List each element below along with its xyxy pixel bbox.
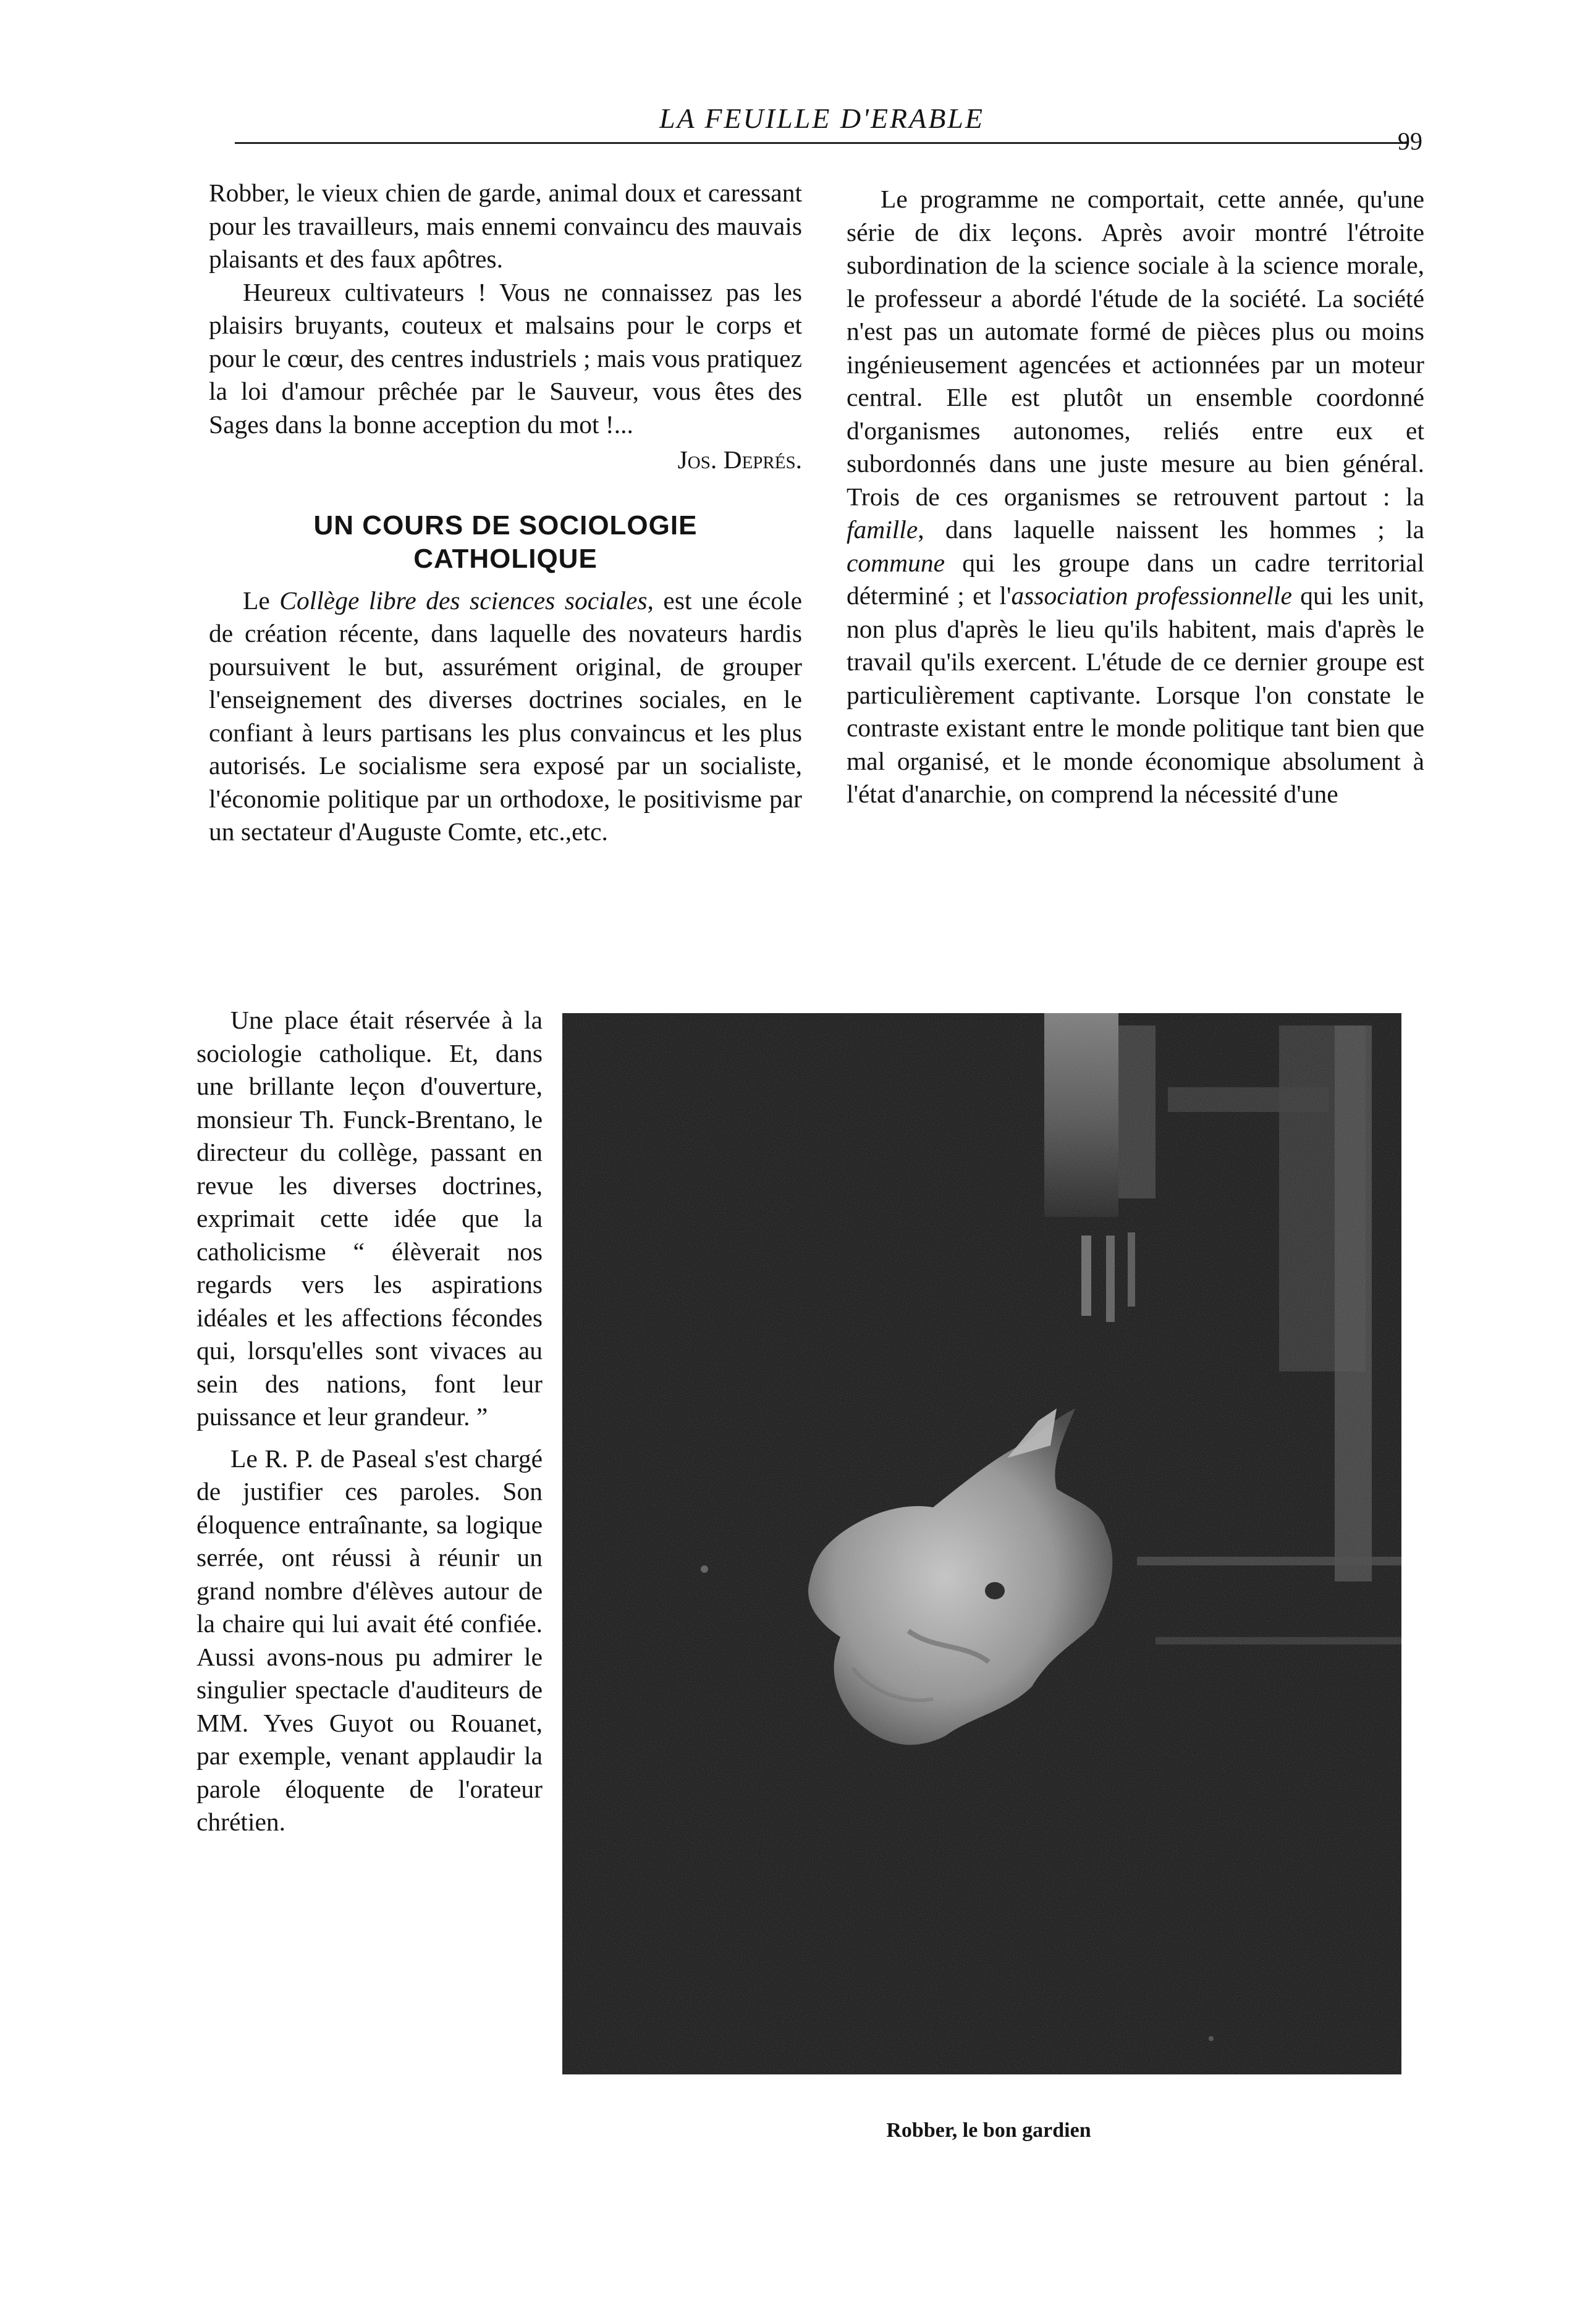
paragraph: Le R. P. de Paseal s'est chargé de justifier ces paroles. Son éloquence entraînante, sa logique serrée, ont réussi à réunir un grand nombre d'élèves autour de la chaire qui lui avait été confiée. Aussi avons-nous pu admirer le singulier spectacle d'auditeurs de MM. Yves Guyot ou Rouanet, par exemple, venant applaudir la parole éloquente de l'orateur chrétien. xyxy=(196,1444,543,1836)
text-segment: , dans laquelle naissent les hommes ; la xyxy=(918,515,1424,544)
term-association: association professionnelle xyxy=(1011,581,1292,610)
header-rule xyxy=(235,142,1409,144)
author-signature: Jos. Deprés. xyxy=(677,445,802,474)
text-segment: qui les groupe dans un cadre territorial déterminé ; et l' xyxy=(847,548,1424,610)
photo-caption: Robber, le bon gardien xyxy=(886,2119,1091,2142)
paragraph: Robber, le vieux chien de garde, animal doux et caressant pour les travailleurs, mais ennemi convaincu des mauvais plaisants et des faux apôtres. xyxy=(209,179,802,273)
college-name: Collège libre des sciences sociales xyxy=(279,586,648,615)
article-title xyxy=(209,509,802,576)
dog-photograph xyxy=(562,1013,1401,2074)
text-segment: Le programme ne comportait, cette année, qu'une série de dix leçons. Après avoir montré l'étroite subordination de la science sociale à la science morale, le professeur a abordé l'étude de la société. La société n'est pas un automate formé de pièces plus ou moins ingénieusement agencées et actionnées par un moteur central. Elle est plutôt un ensemble coordonné d'organismes autonomes, reliés entre eux et subordonnés dans une juste mesure au bien général. Trois de ces organismes se retrouvent partout : la xyxy=(847,185,1424,511)
left-narrow-column xyxy=(196,1004,543,1839)
text-segment: qui les unit, non plus d'après le lieu qu'ils habitent, mais d'après le travail qu'ils exercent. L'étude de ce dernier groupe est particulièrement captivante. Lorsque l'on constate le contraste existant entre le monde politique tant bien que mal organisé, et le monde économique absolument à l'état d'anarchie, on comprend la nécessité d'une xyxy=(847,581,1424,808)
paragraph: Une place était réservée à la sociologie catholique. Et, dans une brillante leçon d'ouverture, monsieur Th. Funck-Brentano, le directeur du collège, passant en revue les diverses doctrines, exprimait cette idée que la catholicisme “ élèverait nos regards vers les aspirations idéales et les affections fécondes qui, lorsqu'elles sont vivaces au sein des nations, font leur puissance et leur grandeur. ” xyxy=(196,1006,543,1431)
term-famille: famille xyxy=(847,515,918,544)
page-number: 99 xyxy=(1398,127,1422,155)
term-commune: commune xyxy=(847,548,945,577)
running-header xyxy=(235,102,1409,151)
article-title-line: UN COURS DE SOCIOLOGIE xyxy=(313,510,698,541)
paragraph xyxy=(847,183,1424,811)
left-column xyxy=(209,177,802,849)
right-column xyxy=(847,183,1424,811)
intro-text: , est une école de création récente, dans laquelle des novateurs hardis poursuivent le but, assurément original, de grouper l'enseignement des diverses doctrines sociales, en le confiant à leurs partisans les plus convaincus et les plus autorisés. Le socialisme sera exposé par un socialiste, l'économie politique par un orthodoxe, le positivisme par un sectateur d'Auguste Comte, etc.,etc. xyxy=(209,586,802,846)
intro-prefix: Le xyxy=(243,586,280,615)
journal-title: LA FEUILLE D'ERABLE xyxy=(659,103,984,134)
article-intro xyxy=(209,584,802,849)
article-title-line: CATHOLIQUE xyxy=(413,543,598,574)
paragraph: Heureux cultivateurs ! Vous ne connaissez pas les plaisirs bruyants, couteux et malsains pour le corps et pour le cœur, des centres industriels ; mais vous pratiquez la loi d'amour prêchée par le Sauveur, vous êtes des Sages dans la bonne acception du mot !... xyxy=(209,277,802,439)
